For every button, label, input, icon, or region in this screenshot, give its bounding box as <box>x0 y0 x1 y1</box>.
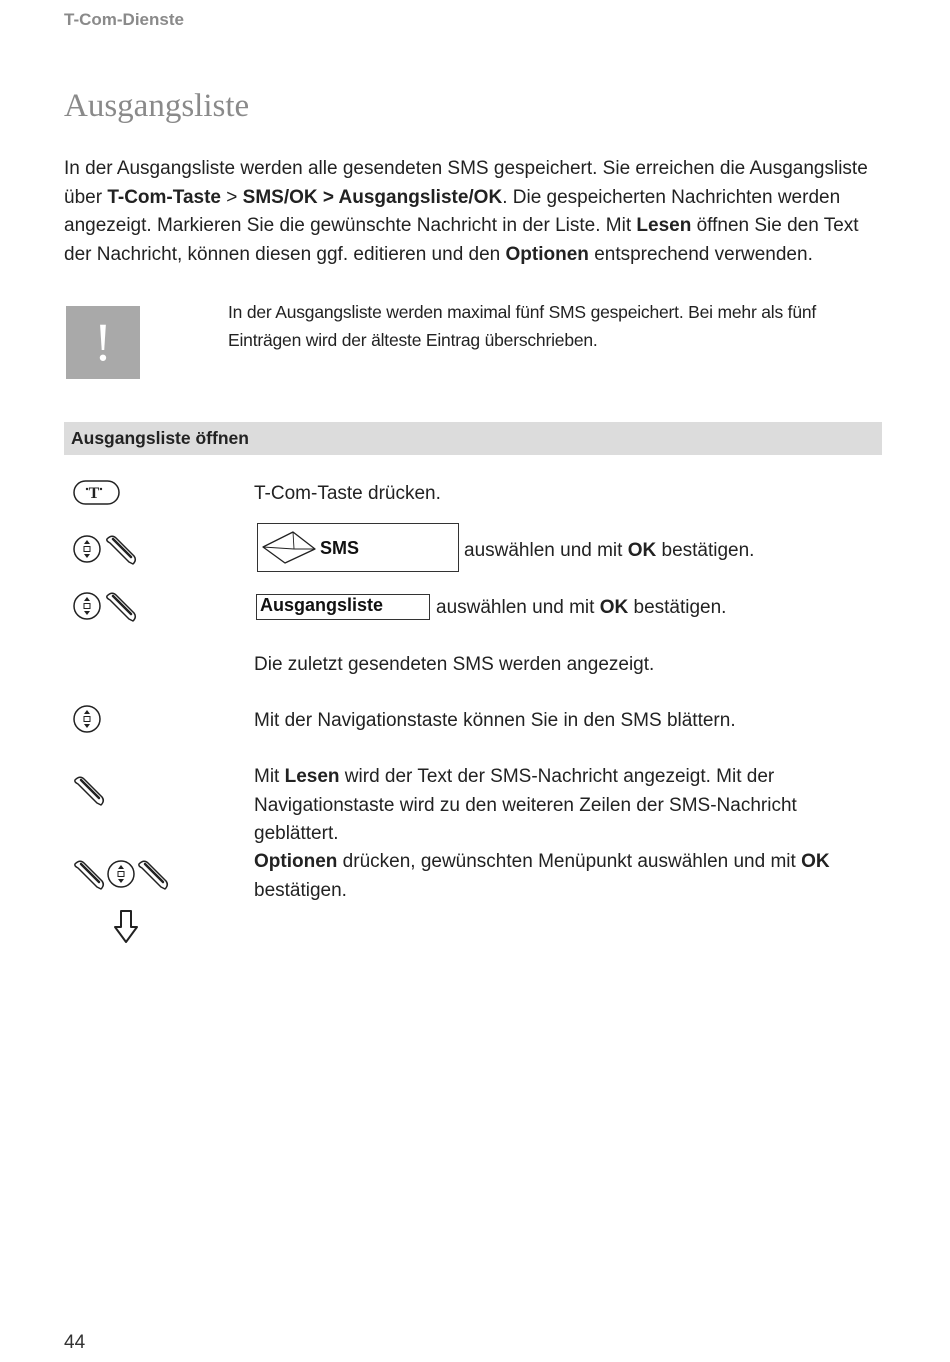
ausgangsliste-display-label: Ausgangsliste <box>260 595 384 615</box>
sms-display-label: SMS <box>320 538 360 558</box>
softkey-icon <box>104 590 138 629</box>
softkey-icon <box>72 774 106 813</box>
step-1-text: T-Com-Taste drücken. <box>254 483 441 504</box>
page-number: 44 <box>64 1332 86 1353</box>
running-head: T-Com-Dienste <box>64 10 184 29</box>
navigation-key-icon <box>72 534 102 569</box>
step-7-text: Optionen drücken, gewünschten Menüpunkt auswählen und mit OK bestätigen. <box>254 851 830 901</box>
note-text: In der Ausgangsliste werden maximal fünf SMS gespeichert. Bei mehr als fünf Einträgen wird der älteste Eintrag überschrieben. <box>228 302 817 350</box>
section-title: Ausgangsliste öffnen <box>71 428 249 448</box>
step-5-text: Mit der Navigationstaste können Sie in den SMS blättern. <box>254 710 736 731</box>
step-2-text: auswählen und mit OK bestätigen. <box>464 540 755 561</box>
navigation-key-icon <box>72 591 102 626</box>
envelope-icon <box>261 529 319 570</box>
navigation-key-icon <box>106 859 136 894</box>
ausgangsliste-display-box <box>256 594 430 620</box>
step-6-text: Mit Lesen wird der Text der SMS-Nachricht angezeigt. Mit der Navigationstaste wird zu den weiteren Zeilen der SMS-Nachricht geblättert. <box>254 766 797 844</box>
continue-arrow-icon <box>113 909 139 950</box>
intro-paragraph: In der Ausgangsliste werden alle gesendeten SMS gespeichert. Sie erreichen die Ausgangsliste über T-Com-Taste > SMS/OK > Ausgangsliste/OK. Die gespeicherten Nachrichten werden angezeigt. Markieren Sie die gewünschte Nachricht in der Liste. Mit Lesen öffnen Sie den Text der Nachricht, können diesen ggf. editieren und den Optionen entsprechend verwenden. <box>64 158 868 265</box>
sms-display-box <box>257 523 459 572</box>
step-4-text: Die zuletzt gesendeten SMS werden angezeigt. <box>254 654 655 675</box>
softkey-icon <box>136 858 170 897</box>
step-3-text: auswählen und mit OK bestätigen. <box>436 597 727 618</box>
section-header <box>64 422 882 455</box>
softkey-icon <box>72 858 106 897</box>
t-com-key-icon <box>73 480 121 511</box>
navigation-key-icon <box>72 704 102 739</box>
page-title: Ausgangsliste <box>64 88 250 124</box>
warning-icon: ! <box>66 306 140 379</box>
svg-text:T: T <box>88 485 100 502</box>
softkey-icon <box>104 533 138 572</box>
